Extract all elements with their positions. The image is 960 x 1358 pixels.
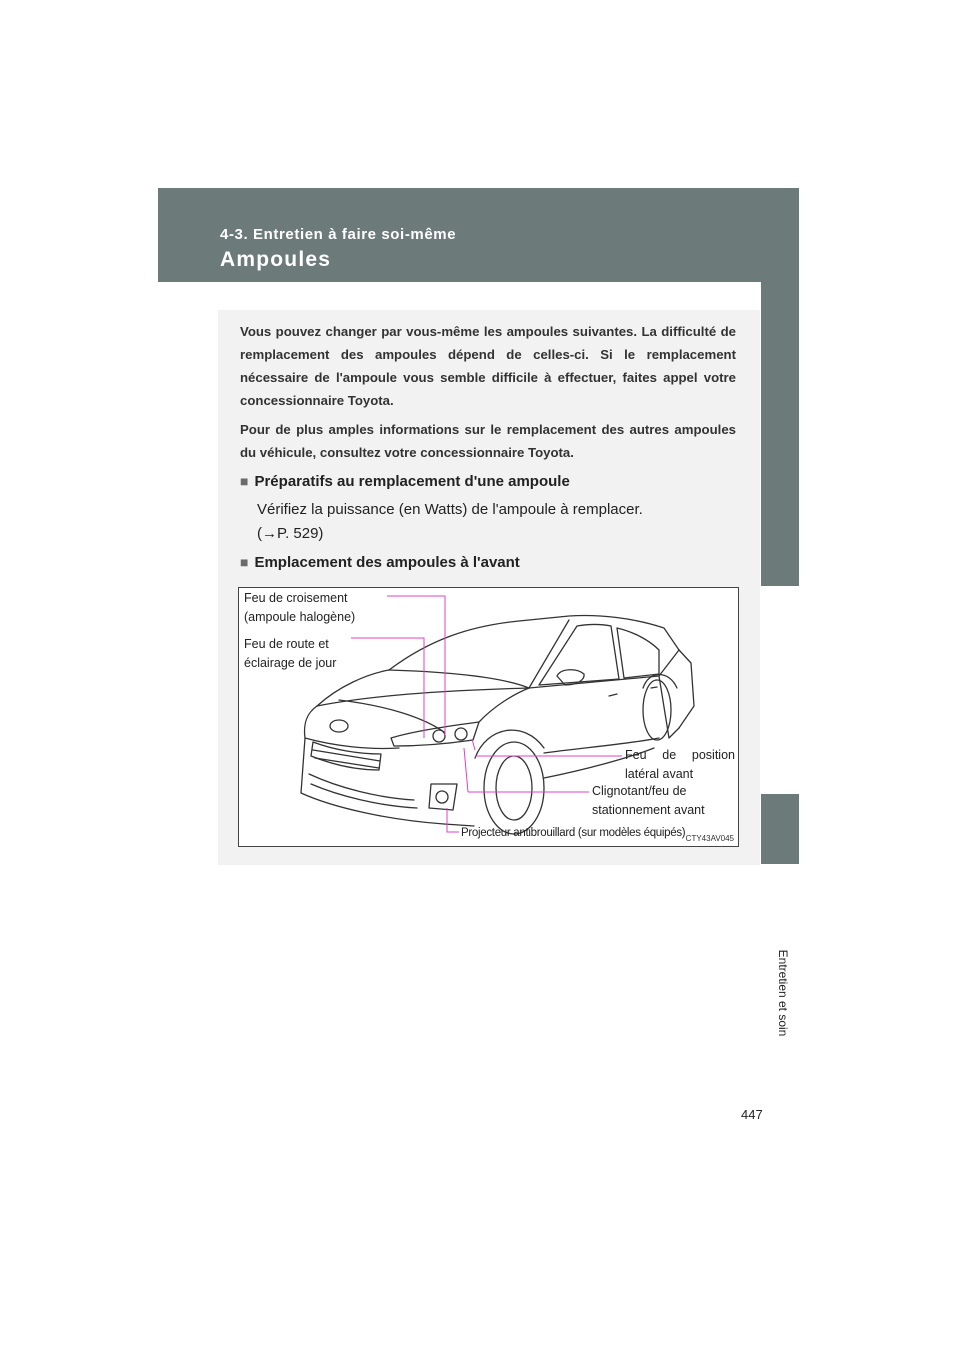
callout-side-marker: Feu de position latéral avant [625,748,735,781]
intro-paragraph: Vous pouvez changer par vous-même les ampoules suivantes. La difficulté de remplacement des ampoules dépend de celles-ci. Si le remplacement nécessaire de l'ampoule vous semble difficile à effectuer, faites appel votre concessionnaire Toyota. [240,324,736,408]
sub-heading-text: Emplacement des ampoules à l'avant [254,554,520,571]
callout-fog-light: Projecteur antibrouillard (sur modèles équipés) [461,827,686,839]
square-bullet-icon: ■ [240,473,249,489]
callout-turn-signal: Clignotant/feu de stationnement avant [592,784,705,817]
chapter-title-box [761,586,799,1037]
square-bullet-icon: ■ [240,554,249,570]
callout-low-beam: Feu de croisement (ampoule halogène) [244,591,356,624]
intro-paragraph: Pour de plus amples informations sur le remplacement des autres ampoules du véhicule, consultez votre concessionnaire Toyota. [240,422,736,460]
content-panel [218,310,760,865]
page-reference: (→P. 529) [257,525,324,542]
chapter-title: Entretien et soin [776,949,790,1037]
section-label: 4-3. Entretien à faire soi-même [220,226,457,243]
page-number: 447 [741,1107,763,1122]
page-title: Ampoules [220,248,332,271]
chapter-side-tab [761,282,799,1037]
callout-high-beam: Feu de route et éclairage de jour [244,637,337,670]
sub-heading-text: Préparatifs au remplacement d'une ampoule [254,473,570,490]
car-front-bulb-diagram [238,587,739,847]
body-line: Vérifiez la puissance (en Watts) de l'ampoule à remplacer. [257,501,643,518]
preparation-text [257,498,737,546]
chapter-header [158,188,799,282]
sub-heading-preparation [240,473,570,490]
figure-code: CTY43AV045 [685,834,734,843]
sub-heading-location [240,554,520,571]
